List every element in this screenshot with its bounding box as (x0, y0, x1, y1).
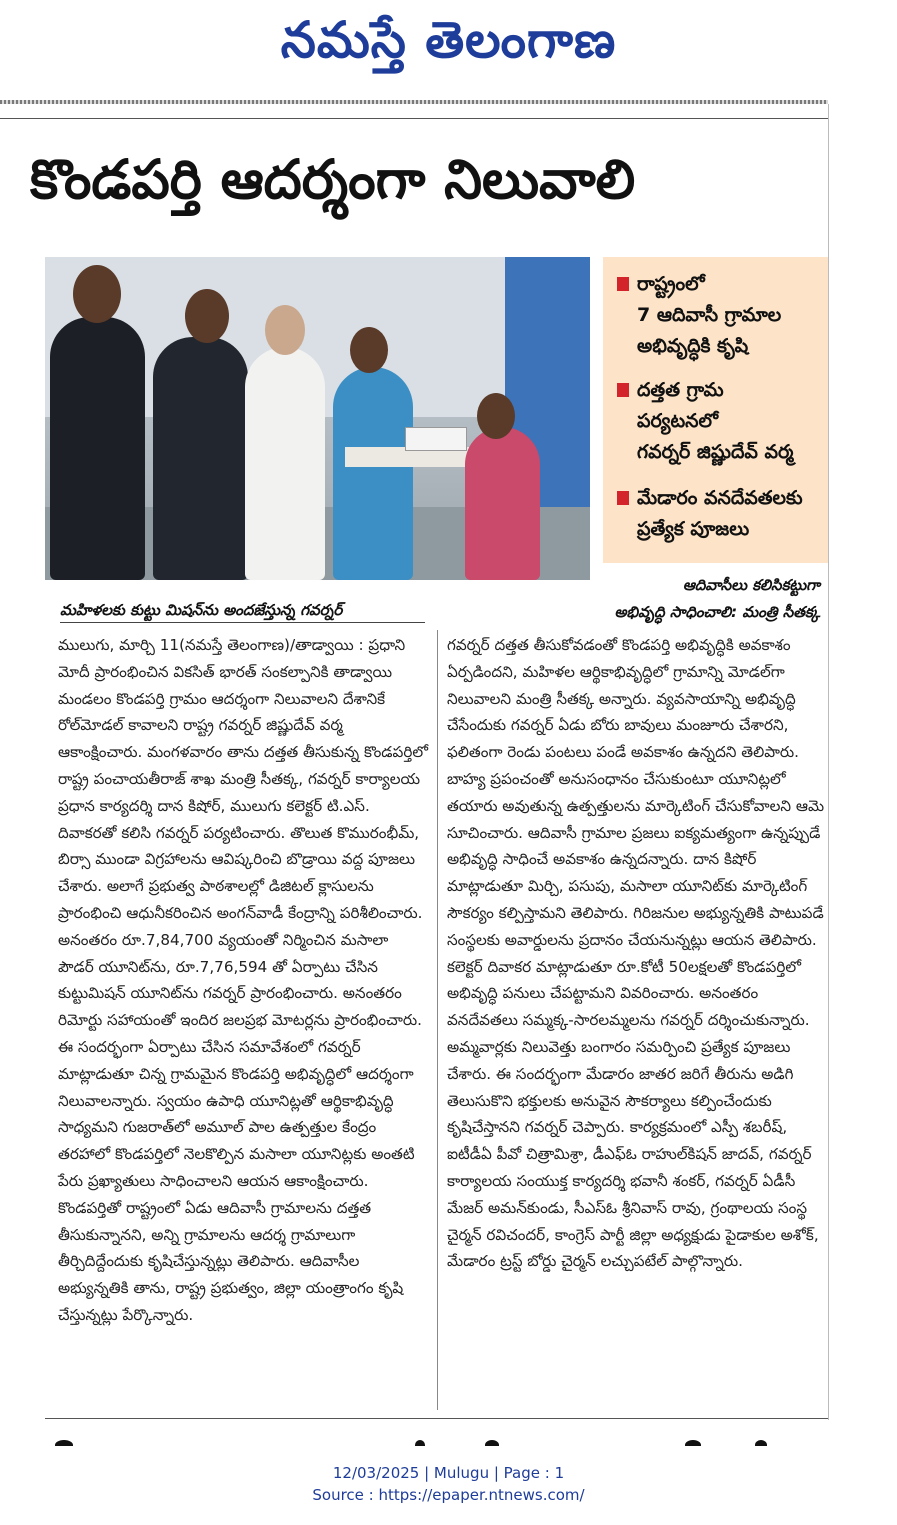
bullet-square-icon (617, 491, 629, 505)
highlight-line: రాష్ట్రంలో (637, 273, 705, 295)
highlight-line: పర్యటనలో (637, 410, 719, 432)
highlight-line: గవర్నర్ జిష్ణుదేవ్ వర్మ (637, 441, 794, 463)
cutoff-glyph (755, 1440, 767, 1446)
cutoff-glyph (485, 1440, 499, 1446)
cutoff-glyph (685, 1440, 701, 1446)
photo-person (153, 337, 248, 580)
bottom-divider (45, 1418, 828, 1419)
photo-person-head (350, 327, 388, 373)
divider (0, 118, 828, 119)
highlight-line: ప్రత్యేక పూజలు (637, 518, 750, 540)
highlights-box (603, 257, 828, 563)
highlight-item (617, 269, 822, 362)
subheading-line-1: ఆదివాసీలు కలిసికట్టుగా (682, 576, 820, 594)
photo-person-head (73, 265, 121, 323)
photo-sewing-machine (405, 427, 467, 451)
highlight-line: మేడారం వనదేవతలకు (637, 487, 803, 509)
news-photo (45, 257, 590, 580)
bullet-square-icon (617, 383, 629, 397)
masthead (0, 0, 897, 104)
headline: కొండపర్తి ఆదర్శంగా నిలువాలి (30, 148, 636, 211)
article-text: ములుగు, మార్చి 11(నమస్తే తెలంగాణ)/తాడ్వాయి : ప్రధాని మోదీ ప్రారంభించిన వికసిత్ భారత్ సంకల్పానికి తాడ్వాయి మండలం కొండపర్తి గ్రామం ఆదర్శంగా నిలువాలని దేశానికే రోల్‌మోడల్ కావాలని రాష్ట్ర గవర్నర్ జిష్ణుదేవ్ వర్మ ఆకాంక్షించారు. మంగళవారం తాను దత్తత తీసుకున్న కొండపర్తిలో రాష్ట్ర పంచాయతీరాజ్ శాఖ మంత్రి సీతక్క, గవర్నర్ కార్యాలయ ప్రధాన కార్యదర్శి దాన కిషోర్, ములుగు కలెక్టర్ టి.ఎస్. దివాకరతో కలిసి గవర్నర్ పర్యటించారు. తొలుత కొమురంభీమ్, బిర్సా ముండా విగ్రహాలను ఆవిష్కరించి బొడ్రాయి వద్ద పూజలు చేశారు. అలాగే ప్రభుత్వ పాఠశాలల్లో డిజిటల్ క్లాసులను ప్రారంభించి ఆధునీకరించిన అంగన్‌వాడీ కేంద్రాన్ని పరిశీలించారు. అనంతరం రూ.7,84,700 వ్యయంతో నిర్మించిన మసాలా పౌడర్ యూనిట్‌ను, రూ.7,76,594 తో ఏర్పాటు చేసిన కుట్టుమిషన్ యూనిట్‌ను గవర్నర్ ప్రారంభించారు. అనంతరం రిమోర్టు సహాయంతో ఇందిర జలప్రభ మోటర్లను ప్రారంభించారు. ఈ సందర్భంగా ఏర్పాటు చేసిన సమావేశంలో గవర్నర్ మాట్లాడుతూ చిన్న గ్రామమైన కొండపర్తి అభివృద్ధిలో ఆదర్శంగా నిలువాలన్నారు. స్వయం ఉపాధి యూనిట్లతో ఆర్థికాభివృద్ధి సాధ్యమని గుజరాత్‌లో అమూల్ పాల ఉత్పత్తుల కేంద్రం తరహాలో కొండపర్తిలో నెలకొల్పిన మసాలా యూనిట్లకు అంతటి పేరు ప్రఖ్యాతులు సాధించాలని ఆయన ఆకాంక్షించారు. కొండపర్తితో రాష్ట్రంలో ఏడు ఆదివాసీ గ్రామాలను దత్తత తీసుకున్నానని, అన్ని గ్రామాలను ఆదర్శ గ్రామాలుగా తీర్చిదిద్దేందుకు కృషిచేస్తున్నట్లు తెలిపారు. ఆదివాసీల అభ్యున్నతికి తాను, రాష్ట్ర ప్రభుత్వం, జిల్లా యంత్రాంగం కృషి చేస్తున్నట్లు పేర్కొన్నారు. (58, 636, 428, 1324)
article-column-right (447, 632, 825, 1275)
subheading-line-2: అభివృద్ధి సాధించాలి: మంత్రి సీతక్క (614, 603, 820, 621)
photo-caption: మహిళలకు కుట్టు మిషన్‌ను అందజేస్తున్న గవర్నర్ (60, 598, 425, 623)
masthead-rule (0, 100, 828, 104)
photo-person (245, 347, 325, 580)
highlight-item (617, 483, 822, 545)
photo-person (333, 367, 413, 580)
footer-source: Source : https://epaper.ntnews.com/ (312, 1486, 585, 1504)
highlight-line: అభివృద్ధికి కృషి (637, 335, 749, 357)
article-text: గవర్నర్ దత్తత తీసుకోవడంతో కొండపర్తి అభివృద్ధికి అవకాశం ఏర్పడిందని, మహిళల ఆర్థికాభివృద్ధిలో గ్రామాన్ని మోడల్‌గా నిలువాలని మంత్రి సీతక్క అన్నారు. వ్యవసాయాన్ని అభివృద్ధి చేసేందుకు గవర్నర్ ఏడు బోరు బావులు మంజూరు చేశారని, ఫలితంగా రెండు పంటలు పండే అవకాశం ఉన్నదని తెలిపారు. బాహ్య ప్రపంచంతో అనుసంధానం చేసుకుంటూ యూనిట్లలో తయారు అవుతున్న ఉత్పత్తులను మార్కెటింగ్ చేసుకోవాలని ఆమె సూచించారు. ఆదివాసీ గ్రామాల ప్రజలు ఐక్యమత్యంగా ఉన్నప్పుడే అభివృద్ధి సాధించే అవకాశం ఉన్నదన్నారు. దాన కిషోర్ మాట్లాడుతూ మిర్చి, పసుపు, మసాలా యూనిట్‌కు మార్కెటింగ్ సౌకర్యం కల్పిస్తామని తెలిపారు. గిరిజనుల అభ్యున్నతికి పాటుపడే సంస్థలకు అవార్డులను ప్రదానం చేయనున్నట్లు ఆయన తెలిపారు. కలెక్టర్ దివాకర మాట్లాడుతూ రూ.కోటీ 50లక్షలతో కొండపర్తిలో అభివృద్ధి పనులు చేపట్టామని వివరించారు. అనంతరం వనదేవతలు సమ్మక్క-సారలమ్మలను గవర్నర్ దర్శించుకున్నారు. అమ్మవార్లకు నిలువెత్తు బంగారం సమర్పించి ప్రత్యేక పూజలు చేశారు. ఈ సందర్భంగా మేడారం జాతర జరిగే తీరును అడిగి తెలుసుకొని భక్తులకు అనువైన సౌకర్యాలు కల్పించేందుకు కృషిచేస్తానని గవర్నర్ చెప్పారు. కార్యక్రమంలో ఎస్పీ శబరీష్, ఐటీడీఏ పీవో చిత్రామిశ్రా, డీఎఫ్‌ఓ రాహుల్‌కిషన్ జాదవ్, గవర్నర్ కార్యాలయ సంయుక్త కార్యదర్శి భవానీ శంకర్, గవర్నర్ ఏడీసీ మేజర్ అమన్‌కుండు, సీఎస్ఓ శ్రీనివాస్ రావు, గ్రంథాలయ సంస్థ చైర్మన్ రవిచందర్, కాంగ్రెస్ పార్టీ జిల్లా అధ్యక్షుడు పైడాకుల అశోక్, మేడారం ట్రస్ట్ బోర్డు చైర్మన్ లచ్చుపటేల్ పాల్గొన్నారు. (447, 636, 825, 1271)
right-margin-rule (828, 104, 829, 1420)
highlight-item (617, 375, 822, 468)
cutoff-glyph (55, 1440, 73, 1446)
photo-person-head (185, 289, 229, 343)
article-column-left (58, 632, 428, 1329)
column-divider (437, 630, 438, 1410)
footer-date-edition: 12/03/2025 | Mulugu | Page : 1 (332, 1464, 565, 1482)
cutoff-glyph (415, 1440, 425, 1446)
newspaper-title: నమస్తే తెలంగాణ (280, 11, 617, 69)
highlight-line: దత్తత గ్రామ (637, 379, 724, 401)
bullet-square-icon (617, 277, 629, 291)
next-article-cutoff (45, 1432, 780, 1446)
photo-person-head (477, 393, 515, 439)
highlight-line: 7 ఆదివాసీ గ్రామాల (637, 304, 782, 326)
photo-person (465, 427, 540, 580)
photo-person-head (265, 305, 305, 355)
photo-person (50, 317, 145, 580)
